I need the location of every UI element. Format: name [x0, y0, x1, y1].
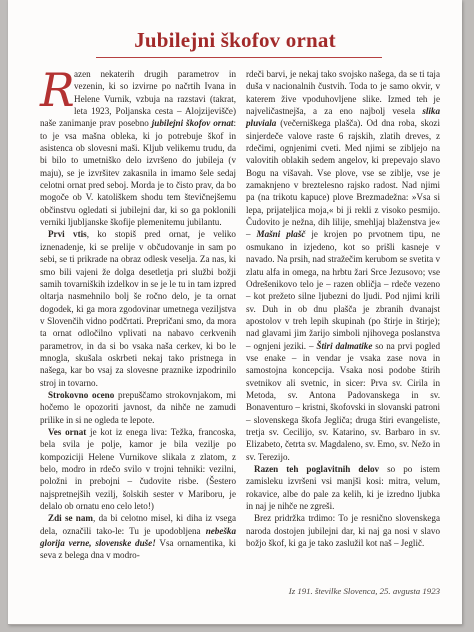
document-page [8, 0, 462, 625]
paragraph-text: (večerniškega plašča). Od dna roba, skozi sinjerdeče valove raste 6 rajskih, zlatih dreves, z rdečimi, ognjenimi cveti. Med njimi se zibljejo na valovitih oblakih sedem angelov, ki prepevajo slavo Bogu na višavah. Vse plove, vse se ziblje, vse je zamaknjeno v breztelesno rajsko radost. Nad njimi pa (na trikotu kapuce) plove Brezmadežna: »Vsa si lepa, prijateljica moja,« bi ji rekli z visoko pesmijo. Čudovito je nežna, dih lilije, smehljaj blaženstva je« – [246, 118, 440, 240]
lead-phrase: Zdi se nam [48, 513, 93, 524]
paragraph-intro [40, 63, 236, 228]
paragraph-text: , da bi celotno misel, ki diha iz vsega dela, označili tako-le: Tu je upodobljena [40, 513, 237, 536]
paragraph-expert-review [40, 389, 236, 426]
paragraph-text: Vsa ornamentika, ki seva z belega dna v modro- [40, 538, 236, 561]
drop-cap: R [40, 63, 75, 117]
paragraph-pluvial [246, 68, 440, 463]
lead-phrase: Ves ornat [48, 426, 87, 437]
paragraph-text: so po istem zamisleku izvršeni vsi manjši kosi: mitra, velum, rokavice, albe do pale za kelih, ki je izredno ljubka in naj je nihče ne zgreši. [246, 464, 441, 512]
paragraph-emphasis: slika pluviala [246, 106, 440, 129]
paragraph-conclusion: Brez pridržka trdimo: To je resnično slovenskega naroda dostojen jubilejni dar, ki naj ga nosi v slavo božjo škof, ki ga je tako zaslužil kot naš – Jeglič. [246, 513, 440, 549]
paragraph-whole-ornat [40, 426, 236, 512]
article-title: Jubilejni škofov ornat [134, 28, 336, 52]
intro-text-cont: : to je vsa mašna obleka, ki jo potrebuje škof in asistenca ob slovesni maši. Kljub velikemu trudu, da bi bilo to umetniško delo izvršeno do jubileja (v maju), se je izvršitev zakasnila in imamo šele sedaj celotni ornat pred seboj. Morda je to čisto prav, da bo mogoče ob V. katoliškem shodu tem števičnejšemu občinstvu ogledati si jubilejni dar, ki so ga poklonili verniki ljubljanske škofije plemenitemu jubilantu. [40, 118, 236, 228]
paragraph-smaller-pieces [246, 463, 440, 512]
lead-phrase: Prvi vtis [48, 229, 87, 240]
paragraph-text: , ko stopiš pred ornat, je veliko iznenadenje, ki se prelije v občudovanje in sam po sebi, se ti prikrade na obraz odlesk veselja. Za nas, ki smo bili vajeni že dolga desetletja pri službi božji samih tovarniških izdelkov in se je le tu in tam izpred oltarja nasmehnilo bolj še ročno delo, je ta ornat dogodek, ki ga mora zgodovinar umetnega veziljstva v Slovenčih vidno podčrtati. Prepričani smo, da mora ta ornat odločilno vplivati na nabavo cerkvenih parametrov, in da si bo vsaka naša cerkev, ki bo le mnogla, skušala oskrbeti nekaj tako pristnega in našega, kar bo vsaj za slovesne praznike izpodrinilo stroj in tovarno. [40, 229, 236, 388]
paragraph-text: rdeči barvi, je nekaj tako svojsko našega, da se ti taja duša v nacionalnih čustvih. Toda to je samo okvir, v katerem žive vpoduhovljene slike. Izmed teh je najveličastnejša, a za eno najbolj vesela [246, 69, 440, 117]
lead-phrase: Strokovno oceno [48, 389, 115, 400]
intro-text: azen nekaterih drugih parametrov in vezenin, ki so izvirne po načrtih Ivana in Helene Vurnik, vzbuja na razstavi (takrat, leta 1923, Poljanska cesta – Alojzijevišče) naše zanimanje prav posebno [40, 69, 236, 129]
paragraph-text: je kot iz enega liva: Težka, francoska, bela svila je polje, kamor je bila vezilje po kompoziciji Helene Vurnikove slikala z zlatom, z belo, modro in rdečo svilo v trojni tehniki: vezilni, položni in prebojni – čudovite risbe. (Šestero najspretnejših vezilj, šolskih sester v Mariboru, je delalo ob ornatu eno celo leto!) [40, 426, 236, 512]
paragraph-text: prepuščamo strokovnjakom, mi hočemo le opozoriti javnost, da nihče ne zamudi prilike in si ne ogleda te lepote. [40, 389, 236, 425]
title-rule [96, 57, 382, 58]
paragraph-text: je krojen po prvotnem tipu, ne osmukano in izjedeno, kot so prišli kasneje v navado. Na prsih, nad stražečim kerubom se svetita v zlatu alfa in omega, na hrbtu žari Srce Jezusovo; vse Odrešenikovo telo je – razen obličja – rdeče vezeno – kot prežeto silne ljubezni do ljudi. Pod njimi krili sv. Duh in ob dnu plašča je zbranih dvanajst apostolov v treh lepih skupinah (po štirje in štirje); nad glavami jim žarijo simboli njihovega poslanstva – ognjeni jeziki. – [246, 229, 440, 351]
paragraph-first-impression [40, 228, 236, 388]
paragraph-text: so na prvi pogled vse enake – in vendar je vsaka zase nova in samostojna koncepcija. Vsaka nosi podobe štirih svetnikov ali svetnic, in sicer: Prva sv. Cirila in Metoda, sv. Antona Padovanskega in sv. Bonaventuro – kristni, škofovski in slovanski patroni – slovenskega škofa Jegliča; druga štiri evangeliste, tretja sv. Cecilijo, sv. Katarino, sv. Barbaro in sv. Elizabeto, četrta sv. Magdaleno, sv. Emo, sv. Nežo in sv. Terezijo. [246, 340, 441, 462]
source-citation: Iz 191. številke Slovenca, 25. avgusta 1923 [288, 586, 440, 596]
left-column [40, 63, 237, 562]
lead-phrase: Razen teh poglavitnih delov [254, 464, 380, 474]
intro-emphasis: jubilejni škofov ornat [151, 118, 234, 129]
paragraph-idea [40, 512, 236, 561]
paragraph-emphasis: Štiri dalmatike [316, 340, 373, 351]
right-column [246, 68, 440, 549]
paragraph-emphasis: nebeška glorija verne, slovenske duše! [40, 525, 236, 549]
paragraph-emphasis: Mašni plašč [256, 229, 306, 240]
